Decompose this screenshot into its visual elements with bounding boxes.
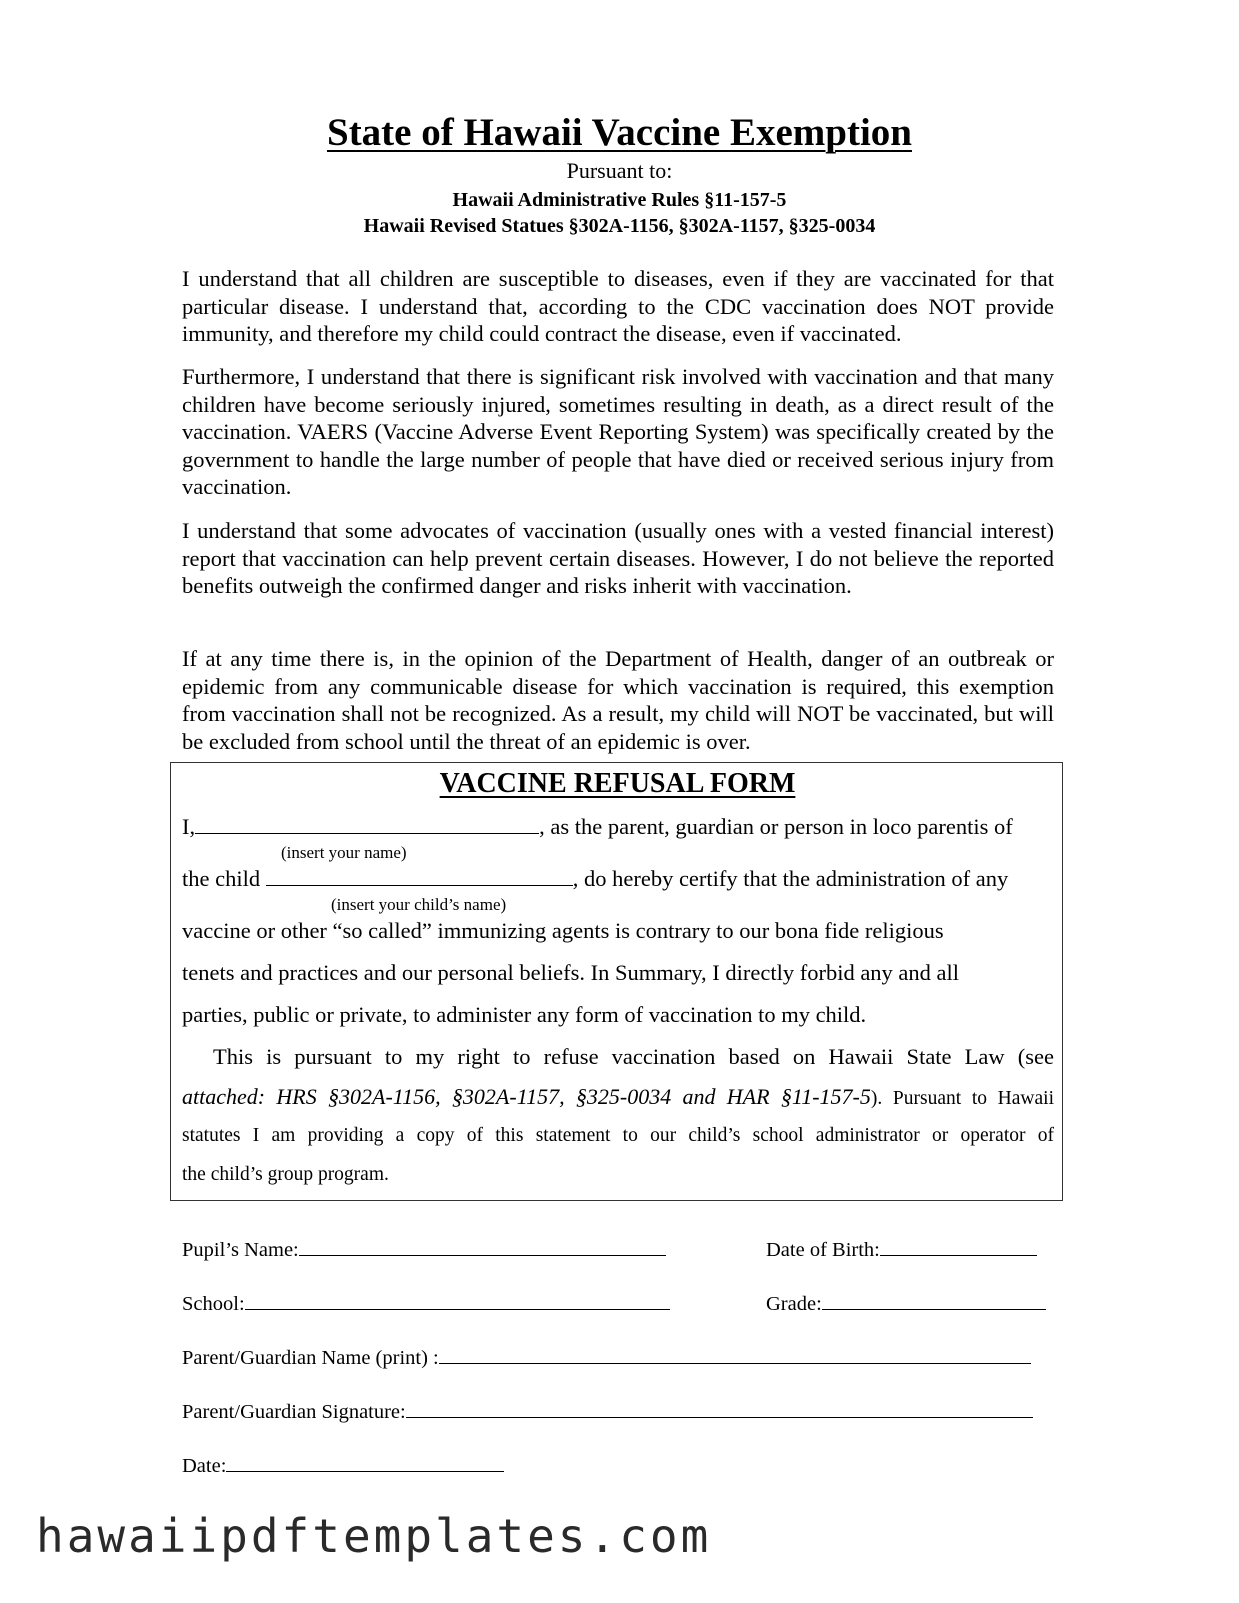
school-field: School:: [182, 1291, 670, 1317]
paragraph-outbreak: If at any time there is, in the opinion of the Department of Health, danger of an outbreak or epidemic from any communicable disease for which vaccination is required, this exemption from vaccination shall not be recognized. As a result, my child will NOT be vaccinated, but will be excluded from school until the threat of an epidemic is over.: [182, 646, 1054, 754]
hint-insert-your-name: (insert your name): [281, 843, 407, 862]
date-input[interactable]: [226, 1455, 504, 1472]
revised-statutes-reference: Hawaii Revised Statues §302A-1156, §302A-1157, §325-0034: [363, 215, 876, 237]
pursuant-label: Pursuant to:: [566, 158, 673, 183]
refusal-form-title: VACCINE REFUSAL FORM: [439, 768, 796, 799]
parent-name-blank[interactable]: [195, 815, 539, 834]
refusal-line-parent: I, , as the parent, guardian or person in loco parentis of: [182, 814, 1013, 839]
date-of-birth-field: Date of Birth:: [766, 1237, 1037, 1263]
hint-insert-child-name: (insert your child’s name): [331, 895, 507, 914]
refusal-line-9: the child’s group program.: [182, 1164, 389, 1185]
refusal-line-8: statutes I am providing a copy of this statement to our child’s school administrator or operator of: [182, 1125, 1054, 1146]
date-of-birth-input[interactable]: [880, 1239, 1037, 1256]
refusal-line-3: vaccine or other “so called” immunizing agents is contrary to our bona fide religious: [182, 918, 944, 943]
pupil-name-field: Pupil’s Name:: [182, 1237, 666, 1263]
vaccine-refusal-form: [170, 762, 1063, 1201]
grade-field: Grade:: [766, 1291, 1046, 1317]
paragraph-risk: Furthermore, I understand that there is significant risk involved with vaccination and that many children have become seriously injured, sometimes resulting in death, as a direct result of the vaccination. VAERS (Vaccine Adverse Event Reporting System) was specifically created by the government to handle the large number of people that have died or received serious injury from vaccination.: [182, 364, 1054, 500]
child-name-blank[interactable]: [266, 867, 573, 886]
guardian-name-input[interactable]: [439, 1347, 1031, 1364]
guardian-name-field: Parent/Guardian Name (print) :: [182, 1345, 1031, 1371]
administrative-rules-reference: Hawaii Administrative Rules §11-157-5: [452, 189, 787, 211]
refusal-line-4: tenets and practices and our personal beliefs. In Summary, I directly forbid any and all: [182, 960, 960, 985]
site-watermark: hawaiipdftemplates.com: [36, 1509, 712, 1563]
refusal-line-7: attached: HRS §302A-1156, §302A-1157, §325-0034 and HAR §11-157-5). Pursuant to Hawaii: [182, 1084, 1054, 1109]
date-field: Date:: [182, 1453, 504, 1479]
school-input[interactable]: [245, 1293, 670, 1310]
refusal-line-child: the child , do hereby certify that the administration of any: [182, 866, 1009, 891]
grade-input[interactable]: [822, 1293, 1046, 1310]
paragraph-advocates: I understand that some advocates of vaccination (usually ones with a vested financial interest) report that vaccination can help prevent certain diseases. However, I do not believe the reported benefits outweigh the confirmed danger and risks inherit with vaccination.: [182, 518, 1054, 599]
pupil-name-input[interactable]: [299, 1239, 666, 1256]
refusal-line-5: parties, public or private, to administer any form of vaccination to my child.: [182, 1002, 867, 1027]
paragraph-susceptibility: I understand that all children are susceptible to diseases, even if they are vaccinated for that particular disease. I understand that, according to the CDC vaccination does NOT provide immunity, and therefore my child could contract the disease, even if vaccinated.: [182, 266, 1054, 347]
document-title: State of Hawaii Vaccine Exemption: [327, 111, 912, 154]
guardian-signature-field: Parent/Guardian Signature:: [182, 1399, 1033, 1425]
guardian-signature-input[interactable]: [406, 1401, 1033, 1418]
refusal-line-6: This is pursuant to my right to refuse vaccination based on Hawaii State Law (see: [213, 1044, 1054, 1069]
